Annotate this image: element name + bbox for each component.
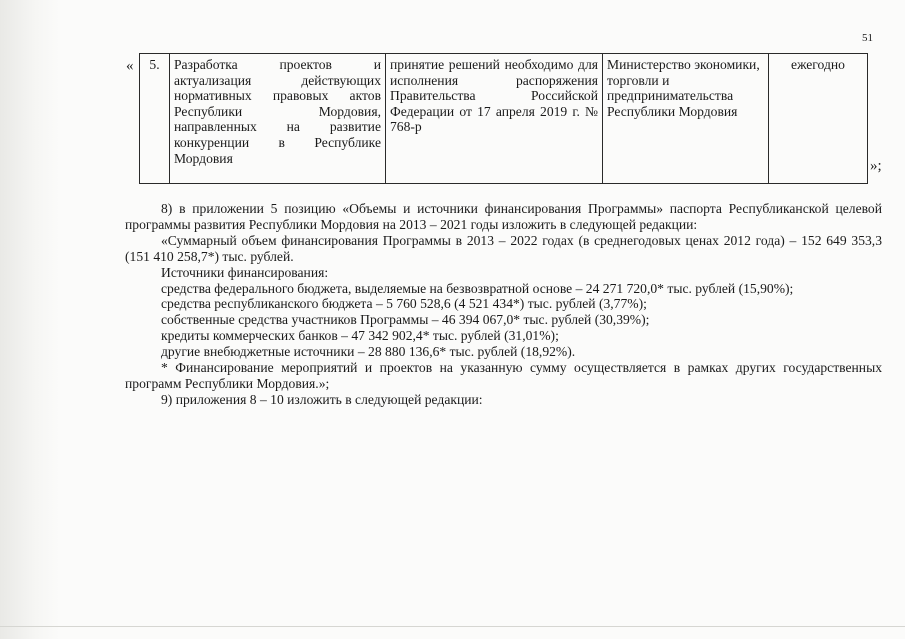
scan-bottom-edge bbox=[0, 626, 905, 627]
cell-activity-name: Разработка проектов и актуализация действующих нормативных правовых актов Республики Мордовия, направленных на развитие конкуренции в Республике Мордовия bbox=[170, 54, 386, 184]
cell-deadline: ежегодно bbox=[769, 54, 868, 184]
paragraph-sources-heading: Источники финансирования: bbox=[161, 264, 329, 280]
table-row bbox=[140, 54, 868, 184]
cell-row-number: 5. bbox=[140, 54, 170, 184]
source-other-extrabudgetary: другие внебюджетные источники – 28 880 136,6* тыс. рублей (18,92%). bbox=[161, 344, 576, 360]
paragraph-total-volume: «Суммарный объем финансирования Программы в 2013 – 2022 годах (в среднегодовых ценах 2012 года) – 152 649 353,3 (151 410 258,7*) тыс. рублей. bbox=[125, 232, 882, 264]
paragraph-item-8: 8) в приложении 5 позицию «Объемы и источники финансирования Программы» паспорта Республиканской целевой программы развития Республики Мордовия на 2013 – 2021 годы изложить в следующей редакции: bbox=[125, 201, 882, 232]
source-republican-budget: средства республиканского бюджета – 5 760 528,6 (4 521 434*) тыс. рублей (3,77%); bbox=[161, 296, 647, 312]
paragraph-footnote: * Финансирование мероприятий и проектов на указанную сумму осуществляется в рамках других государственных программ Республики Мордовия.»; bbox=[125, 360, 882, 391]
page-number: 51 bbox=[862, 32, 873, 44]
table-open-quote: « bbox=[126, 58, 134, 74]
scan-edge-shadow bbox=[0, 0, 60, 639]
source-federal-budget: средства федерального бюджета, выделяемые на безвозвратной основе – 24 271 720,0* тыс. рублей (15,90%); bbox=[161, 280, 794, 296]
cell-executor: Министерство экономики, торговли и предпринимательства Республики Мордовия bbox=[603, 54, 769, 184]
source-bank-credits: кредиты коммерческих банков – 47 342 902,4* тыс. рублей (31,01%); bbox=[161, 328, 559, 344]
paragraph-item-9: 9) приложения 8 – 10 изложить в следующей редакции: bbox=[161, 391, 483, 407]
table-close-quote: »; bbox=[870, 158, 882, 174]
cell-expected-result: принятие решений необходимо для исполнения распоряжения Правительства Российской Федерации от 17 апреля 2019 г. № 768-р bbox=[386, 54, 603, 184]
document-body bbox=[125, 201, 882, 408]
program-table bbox=[139, 53, 868, 184]
source-own-funds: собственные средства участников Программы – 46 394 067,0* тыс. рублей (30,39%); bbox=[161, 312, 650, 328]
